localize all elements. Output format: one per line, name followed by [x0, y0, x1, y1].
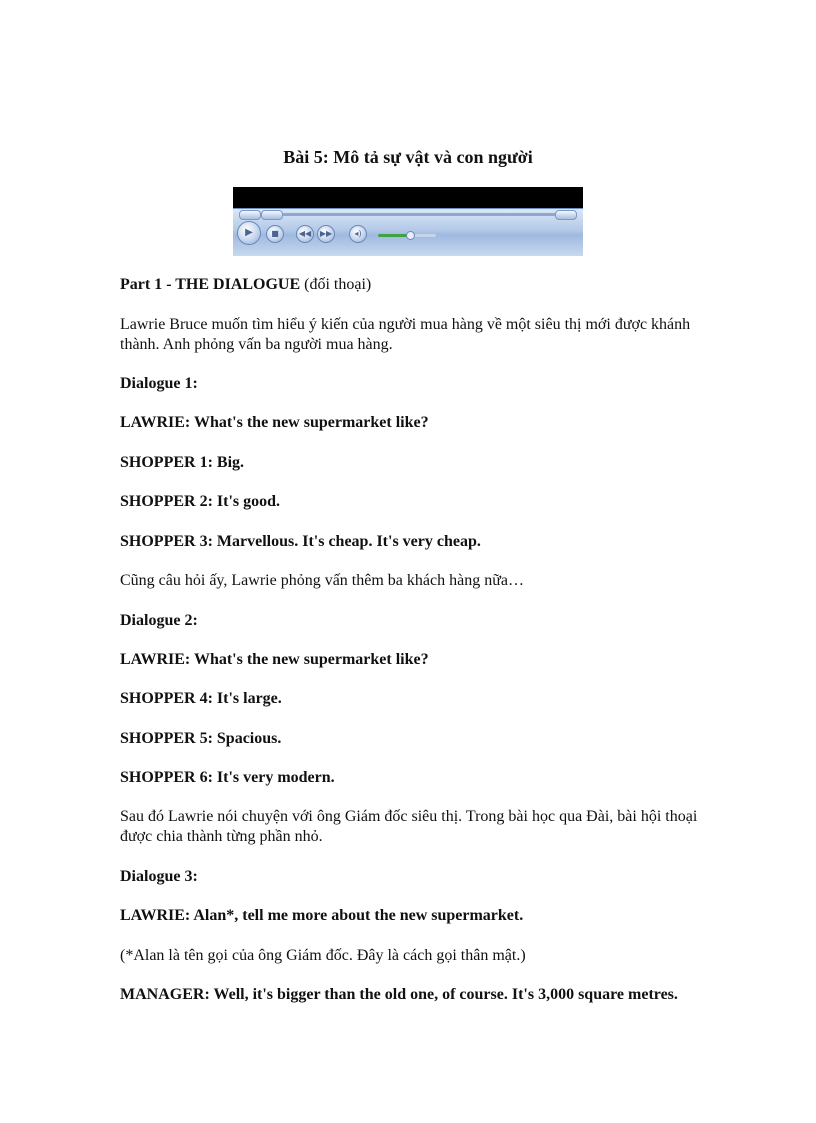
previous-button[interactable] — [296, 225, 314, 243]
dialogue1-line: SHOPPER 1: Big. — [120, 454, 245, 471]
dialogue3-line: MANAGER: Well, it's bigger than the old one, of course. It's 3,000 square metres. — [120, 986, 678, 1003]
stop-button[interactable] — [266, 225, 284, 243]
dialogue1-label: Dialogue 1: — [120, 375, 198, 392]
transition2-paragraph: Sau đó Lawrie nói chuyện với ông Giám đốc siêu thị. Trong bài học qua Đài, bài hội thoại được chia thành từng phần nhỏ. — [120, 808, 698, 845]
previous-icon: ◀◀ — [298, 229, 312, 238]
dialogue3-note: (*Alan là tên gọi của ông Giám đốc. Đây là cách gọi thân mật.) — [120, 947, 526, 964]
dialogue1-line: SHOPPER 3: Marvellous. It's cheap. It's very cheap. — [120, 533, 481, 550]
volume-slider[interactable] — [378, 234, 436, 237]
dialogue3-label: Dialogue 3: — [120, 868, 198, 885]
restore-button[interactable] — [261, 210, 283, 220]
part1-heading-bold: Part 1 - THE DIALOGUE — [120, 276, 301, 293]
dialogue2-label: Dialogue 2: — [120, 612, 198, 629]
speaker-icon: ◂) — [354, 229, 362, 238]
video-screen — [233, 187, 583, 208]
fullscreen-button[interactable] — [555, 210, 577, 220]
volume-knob[interactable] — [406, 231, 415, 240]
play-button[interactable] — [237, 221, 261, 245]
dialogue2-line: SHOPPER 6: It's very modern. — [120, 769, 335, 786]
stop-icon: ■ — [271, 229, 279, 238]
dialogue2-line: LAWRIE: What's the new supermarket like? — [120, 651, 429, 668]
player-control-bar — [233, 208, 583, 256]
dialogue1-line: SHOPPER 2: It's good. — [120, 493, 281, 510]
transition1-paragraph: Cũng câu hỏi ấy, Lawrie phỏng vấn thêm ba khách hàng nữa… — [120, 572, 524, 589]
dialogue2-line: SHOPPER 4: It's large. — [120, 690, 282, 707]
dialogue2-line: SHOPPER 5: Spacious. — [120, 730, 282, 747]
mute-button[interactable] — [349, 225, 367, 243]
intro-paragraph: Lawrie Bruce muốn tìm hiểu ý kiến của người mua hàng về một siêu thị mới được khánh thành. Anh phỏng vấn ba người mua hàng. — [120, 316, 691, 353]
play-icon: ▶ — [245, 227, 253, 238]
seek-bar[interactable] — [241, 213, 575, 216]
lesson-title: Bài 5: Mô tả sự vật và con người — [283, 147, 533, 167]
next-icon: ▶▶ — [319, 229, 333, 238]
part1-heading-note: (đối thoại) — [300, 276, 372, 293]
part1-heading — [120, 275, 700, 295]
minimize-button[interactable] — [239, 210, 261, 220]
dialogue1-line: LAWRIE: What's the new supermarket like? — [120, 414, 429, 431]
dialogue3-line: LAWRIE: Alan*, tell me more about the new supermarket. — [120, 907, 524, 924]
media-player — [233, 187, 583, 256]
next-button[interactable] — [317, 225, 335, 243]
